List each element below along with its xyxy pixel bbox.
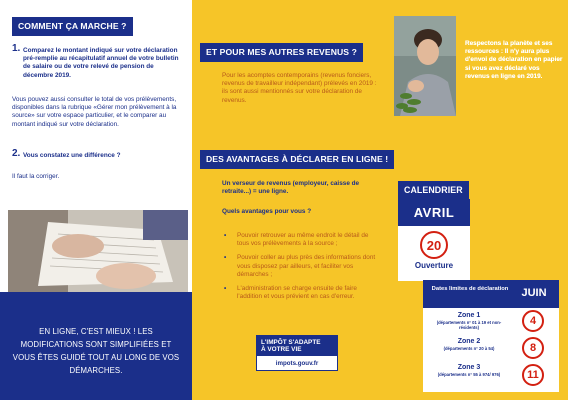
avril-month: AVRIL xyxy=(398,199,470,226)
planet-text: Respectons la planète et ses ressources : Il n'y aura plus d'envoi de déclaration en papier si vous avez déclaré vos revenus en ligne en 2019. xyxy=(465,40,563,80)
bullet-icon: • xyxy=(224,254,227,262)
consult-paragraph: Vous pouvez aussi consulter le total de vos prélèvements, disponibles dans la rubrique «Gérer mon prélèvement à la source» sur votre espace particulier, et le comparer au montant indiqué sur votre déclaration. xyxy=(12,96,177,128)
zone-1: Zone 1 (départements n° 01 à 19 et non-résidents) xyxy=(436,312,502,330)
online-banner-text: EN LIGNE, C'EST MIEUX ! LES MODIFICATIONS SONT SIMPLIFIÉES ET VOUS ÊTES GUIDÉ TOUT AU LONG DE VOS DÉMARCHES. xyxy=(12,327,180,375)
avril-label: Ouverture xyxy=(414,261,454,270)
hands-form-illustration xyxy=(8,210,188,292)
comment-ca-marche-header: COMMENT ÇA MARCHE ? xyxy=(12,17,133,36)
step-1-number: 1. xyxy=(12,43,21,54)
zone-1-day: 4 xyxy=(522,310,544,332)
bullet-icon: • xyxy=(224,232,227,239)
juin-month: JUIN xyxy=(521,287,547,299)
list-item: • Pouvoir retrouver au même endroit le détail de tous vos prélèvements à la source ; xyxy=(224,232,369,248)
hands-form-photo xyxy=(8,210,188,292)
zone-2: Zone 2 (départements n° 20 à 54) xyxy=(443,338,495,351)
juin-title: Dates limites de déclaration xyxy=(431,286,509,292)
step-1 xyxy=(12,43,184,80)
calendrier-header: CALENDRIER xyxy=(398,181,469,200)
badge-slogan: L'IMPÔT S'ADAPTE À VOTRE VIE xyxy=(257,336,337,356)
avantages-question: Quels avantages pour vous ? xyxy=(222,208,312,215)
bullet-icon: • xyxy=(224,285,227,293)
man-with-plant-photo xyxy=(394,16,456,116)
step-2 xyxy=(12,148,184,160)
autres-revenus-header: ET POUR MES AUTRES REVENUS ? xyxy=(200,43,363,62)
acomptes-paragraph: Pour les acomptes contemporains (revenus fonciers, revenus de travailleur indépendant) prélevés en 2019 : ils sont aussi mentionnés sur votre déclaration de revenus. xyxy=(222,72,377,104)
avantages-list xyxy=(222,232,377,307)
correct-paragraph: Il faut la corriger. xyxy=(12,173,60,180)
avril-calendar xyxy=(398,199,470,281)
step-2-text: Vous constatez une différence ? xyxy=(23,152,121,159)
verseur-text: Un verseur de revenus (employeur, caisse de retraite...) = une ligne. xyxy=(222,180,360,196)
step-2-number: 2. xyxy=(12,148,21,159)
zone-3: Zone 3 (départements n° 55 à 974/ 976) xyxy=(437,364,501,377)
zone-3-day: 11 xyxy=(522,364,544,386)
impots-url[interactable]: impots.gouv.fr xyxy=(275,360,319,367)
step-1-text: Comparez le montant indiqué sur votre déclaration pré-remplie au récapitulatif annuel de votre bulletin de salaire ou de votre relevé de pension de décembre 2019. xyxy=(23,47,179,79)
avantages-header: DES AVANTAGES À DÉCLARER EN LIGNE ! xyxy=(200,150,394,169)
zone-2-day: 8 xyxy=(522,337,544,359)
avril-day: 20 xyxy=(420,231,448,259)
impots-badge xyxy=(256,335,338,371)
list-item: • Pouvoir coller au plus près des informations dont vous disposez par ailleurs, et faciliter vos démarches ; xyxy=(224,254,376,278)
juin-calendar xyxy=(423,280,559,392)
list-item: • L'administration se charge ensuite de faire l'addition et vous prévient en cas d'erreur. xyxy=(224,285,357,301)
man-plant-illustration xyxy=(394,16,456,116)
